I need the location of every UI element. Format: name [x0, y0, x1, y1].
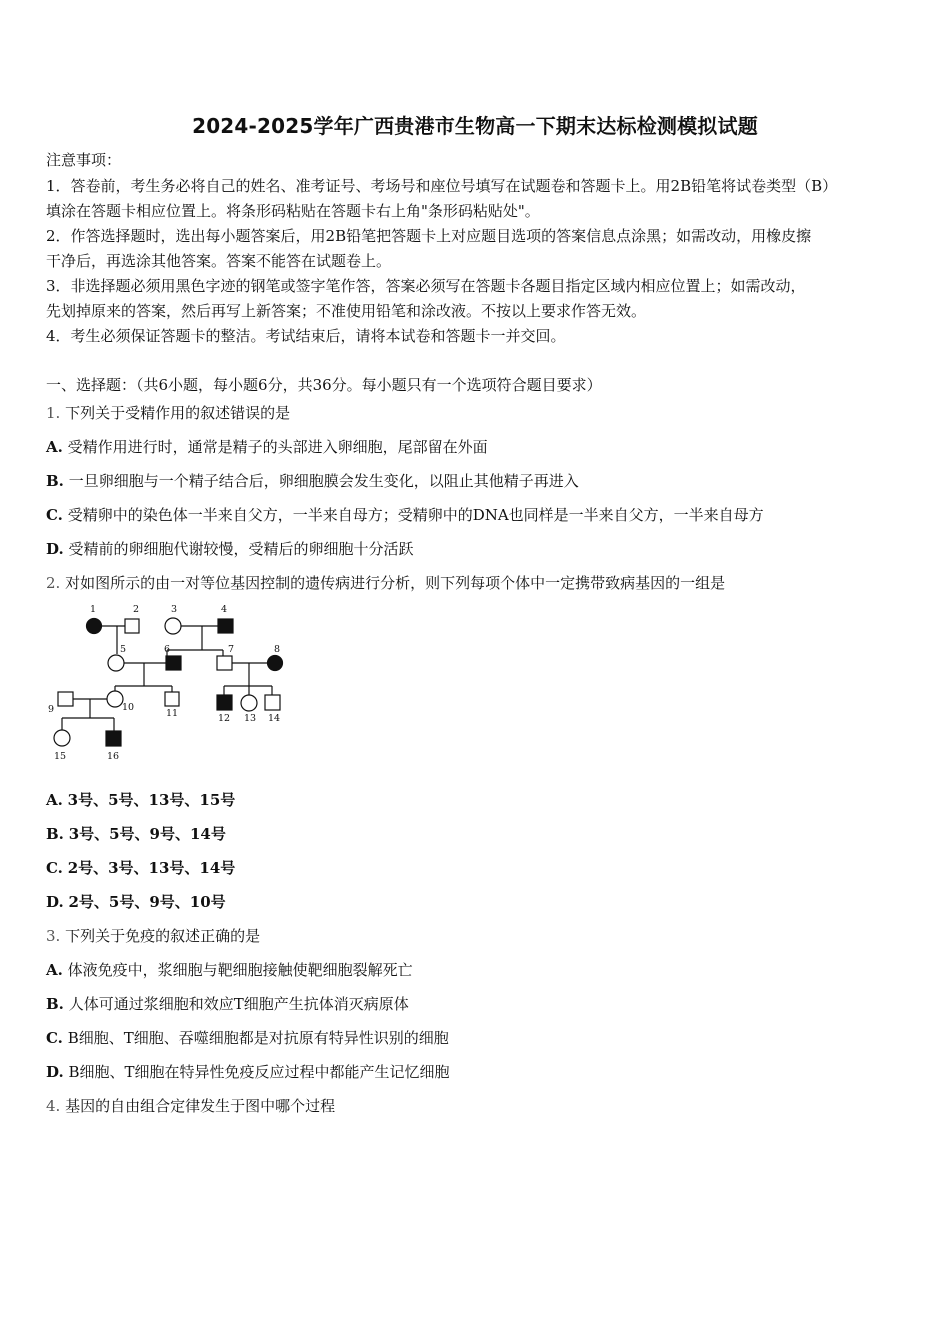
question-4: [46, 1096, 335, 1116]
option-text: 一旦卵细胞与一个精子结合后，卵细胞膜会发生变化，以阻止其他精子再进入: [68, 472, 579, 490]
notice-heading: 注意事项：: [46, 151, 122, 169]
individual-2-normal-male: [125, 619, 139, 633]
individual-16-affected-male: [106, 731, 121, 746]
pedigree-label: 11: [166, 708, 179, 719]
pedigree-label: 13: [244, 713, 257, 724]
notice-line: 3．非选择题必须用黑色字迹的钢笔或签字笔作答，答案必须写在答题卡各题目指定区域内相应位置上；如需改动，: [46, 277, 806, 295]
option-c[interactable]: [46, 1028, 449, 1048]
question-stem: 对如图所示的由一对等位基因控制的遗传病进行分析，则下列每项个体中一定携带致病基因的一组是: [65, 574, 726, 592]
option-a[interactable]: [46, 437, 488, 457]
individual-4-affected-male: [218, 619, 233, 633]
option-label: D.: [46, 893, 64, 911]
pedigree-label: 8: [274, 644, 281, 655]
option-b[interactable]: [46, 994, 409, 1014]
option-text: 体液免疫中，浆细胞与靶细胞接触使靶细胞裂解死亡: [67, 961, 413, 979]
option-d[interactable]: [46, 1062, 450, 1082]
option-c[interactable]: [46, 505, 764, 525]
option-b[interactable]: [46, 471, 579, 491]
question-1: [46, 403, 290, 423]
question-stem: 下列关于免疫的叙述正确的是: [65, 927, 261, 945]
question-stem: 基因的自由组合定律发生于图中哪个过程: [65, 1097, 336, 1115]
pedigree-chart: [40, 602, 300, 767]
option-label: A.: [46, 961, 63, 979]
pedigree-label: 1: [90, 604, 97, 615]
option-text: B细胞、T细胞在特异性免疫反应过程中都能产生记忆细胞: [68, 1063, 450, 1081]
individual-11-normal-male: [165, 692, 179, 706]
option-label: A.: [46, 791, 63, 809]
individual-12-affected-male: [217, 695, 232, 710]
option-c[interactable]: [46, 858, 235, 878]
section-heading: 一、选择题：（共6小题，每小题6分，共36分。每小题只有一个选项符合题目要求）: [46, 376, 602, 394]
option-text: 受精作用进行时，通常是精子的头部进入卵细胞，尾部留在外面: [67, 438, 488, 456]
notice-line: 干净后，再选涂其他答案。答案不能答在试题卷上。: [46, 252, 392, 270]
option-label: D.: [46, 1063, 64, 1081]
individual-8-affected-female: [268, 656, 283, 671]
page-title: 2024-2025学年广西贵港市生物高一下期末达标检测模拟试题: [192, 114, 758, 138]
option-a[interactable]: [46, 960, 413, 980]
individual-7-normal-male: [217, 656, 232, 670]
option-label: D.: [46, 540, 64, 558]
individual-3-normal-female: [165, 618, 181, 634]
option-label: C.: [46, 1029, 63, 1047]
option-text: B细胞、T细胞、吞噬细胞都是对抗原有特异性识别的细胞: [67, 1029, 449, 1047]
pedigree-label: 7: [228, 644, 235, 655]
individual-13-normal-female: [241, 695, 257, 711]
question-2: [46, 573, 725, 593]
question-3: [46, 926, 260, 946]
option-label: C.: [46, 859, 63, 877]
pedigree-label: 9: [48, 704, 55, 715]
option-b[interactable]: [46, 824, 226, 844]
pedigree-label: 5: [120, 644, 127, 655]
pedigree-label: 15: [54, 751, 67, 762]
question-number: 4.: [46, 1097, 61, 1115]
notice-line: 先划掉原来的答案，然后再写上新答案；不准使用铅笔和涂改液。不按以上要求作答无效。: [46, 302, 647, 320]
individual-6-affected-male: [166, 656, 181, 670]
option-text: 受精前的卵细胞代谢较慢，受精后的卵细胞十分活跃: [68, 540, 414, 558]
pedigree-label: 4: [221, 604, 228, 615]
question-stem: 下列关于受精作用的叙述错误的是: [65, 404, 291, 422]
individual-1-affected-female: [87, 619, 102, 634]
option-text: 2号、3号、13号、14号: [67, 859, 236, 877]
question-number: 3.: [46, 927, 61, 945]
question-number: 2.: [46, 574, 61, 592]
option-text: 3号、5号、13号、15号: [67, 791, 236, 809]
pedigree-label: 2: [133, 604, 140, 615]
pedigree-label: 16: [107, 751, 120, 762]
option-label: B.: [46, 472, 64, 490]
option-label: B.: [46, 825, 64, 843]
individual-14-normal-male: [265, 695, 280, 710]
individual-10-normal-female: [107, 691, 123, 707]
pedigree-label: 12: [218, 713, 231, 724]
option-d[interactable]: [46, 892, 226, 912]
option-label: B.: [46, 995, 64, 1013]
individual-9-normal-male: [58, 692, 73, 706]
pedigree-label: 10: [122, 702, 135, 713]
notice-line: 2．作答选择题时，选出每小题答案后，用2B铅笔把答题卡上对应题目选项的答案信息点涂黑；如需改动，用橡皮擦: [46, 227, 812, 245]
option-a[interactable]: [46, 790, 235, 810]
notice-line: 填涂在答题卡相应位置上。将条形码粘贴在答题卡右上角"条形码粘贴处"。: [46, 202, 540, 220]
option-text: 人体可通过浆细胞和效应T细胞产生抗体消灭病原体: [68, 995, 409, 1013]
question-number: 1.: [46, 404, 61, 422]
pedigree-label: 3: [171, 604, 178, 615]
option-label: C.: [46, 506, 63, 524]
pedigree-label: 14: [268, 713, 281, 724]
individual-15-normal-female: [54, 730, 70, 746]
option-text: 受精卵中的染色体一半来自父方，一半来自母方；受精卵中的DNA也同样是一半来自父方，一半来自母方: [67, 506, 764, 524]
individual-5-normal-female: [108, 655, 124, 671]
option-text: 2号、5号、9号、10号: [68, 893, 226, 911]
option-label: A.: [46, 438, 63, 456]
notice-line: 4．考生必须保证答题卡的整洁。考试结束后，请将本试卷和答题卡一并交回。: [46, 327, 566, 345]
option-text: 3号、5号、9号、14号: [68, 825, 226, 843]
pedigree-label: 6: [164, 644, 171, 655]
option-d[interactable]: [46, 539, 414, 559]
notice-line: 1．答卷前，考生务必将自己的姓名、准考证号、考场号和座位号填写在试题卷和答题卡上。用2B铅笔将试卷类型（B）: [46, 177, 838, 195]
